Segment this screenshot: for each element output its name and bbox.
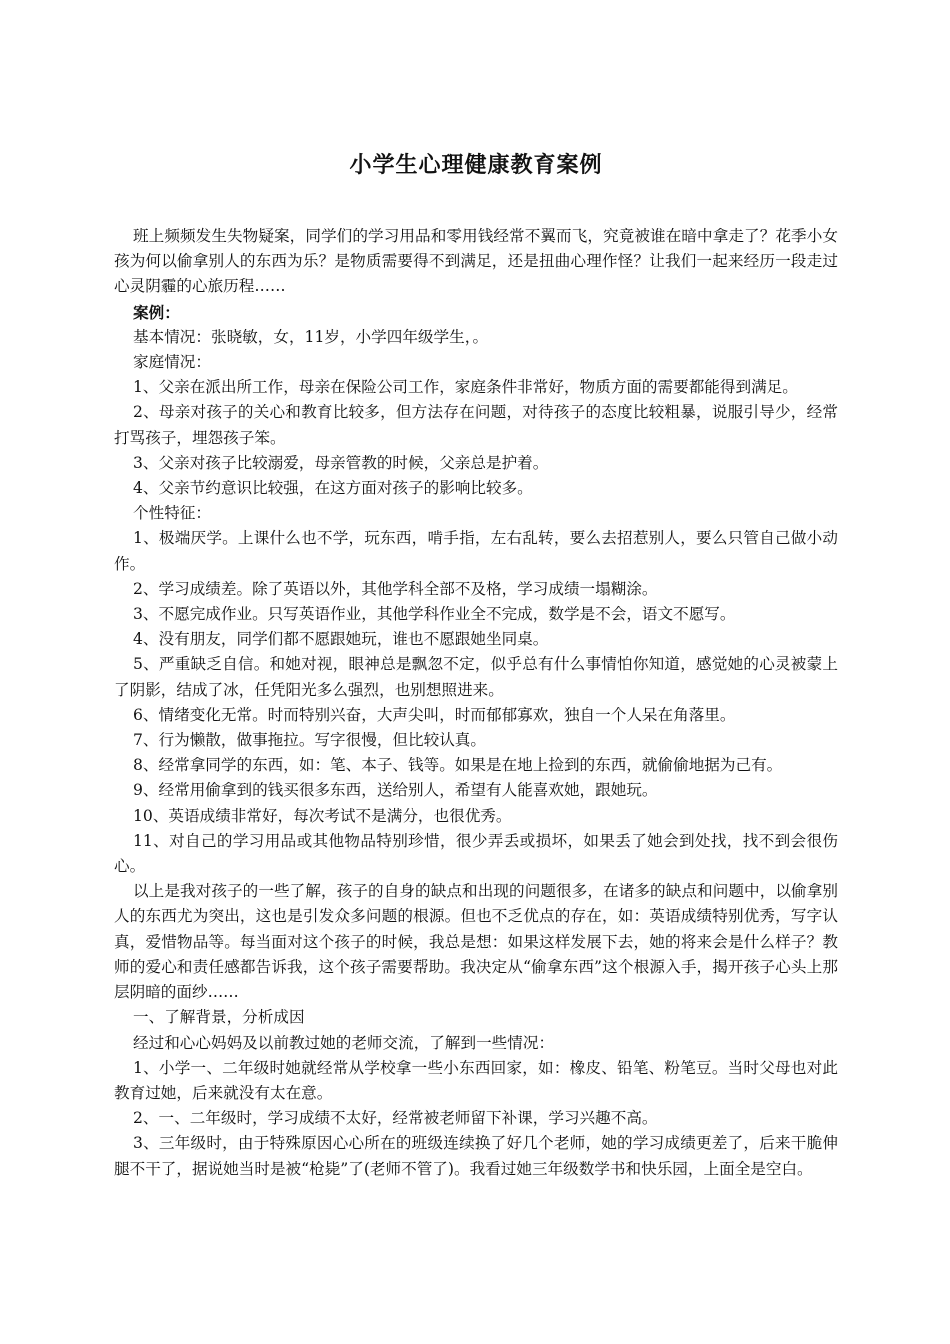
paragraph: 2、一、二年级时，学习成绩不太好，经常被老师留下补课，学习兴趣不高。 (133, 1109, 658, 1128)
paragraph: 个性特征： (133, 504, 211, 523)
paragraph: 1、小学一、二年级时她就经常从学校拿一些小东西回家，如：橡皮、铅笔、粉笔豆。当时父母也对此教育过她，后来就没有太在意。 (114, 1058, 838, 1102)
paragraph: 8、经常拿同学的东西，如：笔、本子、钱等。如果是在地上捡到的东西，就偷偷地据为己有。 (133, 756, 783, 775)
paragraph: 4、没有朋友，同学们都不愿跟她玩，谁也不愿跟她坐同桌。 (133, 630, 549, 649)
paragraph: 3、不愿完成作业。只写英语作业，其他学科作业全不完成，数学是不会，语文不愿写。 (133, 605, 736, 624)
document-body (114, 224, 838, 1182)
paragraph: 一、了解背景，分析成因 (133, 1008, 305, 1027)
paragraph: 1、极端厌学。上课什么也不学，玩东西，啃手指，左右乱转，要么去招惹别人，要么只管自己做小动作。 (114, 529, 838, 573)
paragraph: 基本情况：张晓敏，女，11岁，小学四年级学生，。 (133, 327, 489, 346)
paragraph: 3、父亲对孩子比较溺爱，母亲管教的时候，父亲总是护着。 (133, 453, 549, 472)
paragraph: 3、三年级时，由于特殊原因心心所在的班级连续换了好几个老师，她的学习成绩更差了，后来干脆伸腿不干了，据说她当时是被“枪毙”了(老师不管了)。我看过她三年级数学书和快乐园，上面全是空白。 (114, 1134, 838, 1178)
paragraph: 4、父亲节约意识比较强，在这方面对孩子的影响比较多。 (133, 479, 533, 498)
paragraph: 班上频频发生失物疑案，同学们的学习用品和零用钱经常不翼而飞，究竟被谁在暗中拿走了？花季小女孩为何以偷拿别人的东西为乐？是物质需要得不到满足，还是扭曲心理作怪？让我们一起来经历一段走过心灵阴霾的心旅历程…… (114, 227, 838, 296)
paragraph: 以上是我对孩子的一些了解，孩子的自身的缺点和出现的问题很多，在诸多的缺点和问题中，以偷拿别人的东西尤为突出，这也是引发众多问题的根源。但也不乏优点的存在，如：英语成绩特别优秀，写字认真，爱惜物品等。每当面对这个孩子的时候，我总是想：如果这样发展下去，她的将来会是什么样子？教师的爱心和责任感都告诉我，这个孩子需要帮助。我决定从“偷拿东西”这个根源入手，揭开孩子心头上那层阴暗的面纱…… (114, 882, 838, 1002)
paragraph: 11、对自己的学习用品或其他物品特别珍惜，很少弄丢或损坏，如果丢了她会到处找，找不到会很伤心。 (114, 831, 838, 876)
section-heading: 案例： (133, 302, 180, 322)
paragraph: 10、英语成绩非常好，每次考试不是满分，也很优秀。 (133, 806, 512, 825)
paragraph: 1、父亲在派出所工作，母亲在保险公司工作，家庭条件非常好，物质方面的需要都能得到满足。 (133, 378, 798, 397)
document-title: 小学生心理健康教育案例 (349, 153, 603, 178)
document-page (114, 152, 838, 1182)
paragraph: 2、学习成绩差。除了英语以外，其他学科全部不及格，学习成绩一塌糊涂。 (133, 579, 658, 598)
paragraph: 经过和心心妈妈及以前教过她的老师交流，了解到一些情况： (133, 1033, 555, 1052)
paragraph: 家庭情况： (133, 353, 211, 372)
paragraph: 5、严重缺乏自信。和她对视，眼神总是飘忽不定，似乎总有什么事情怕你知道，感觉她的心灵被蒙上了阴影，结成了冰，任凭阳光多么强烈，也别想照进来。 (114, 655, 838, 699)
paragraph: 6、情绪变化无常。时而特别兴奋，大声尖叫，时而郁郁寡欢，独自一个人呆在角落里。 (133, 705, 736, 724)
paragraph: 2、母亲对孩子的关心和教育比较多，但方法存在问题，对待孩子的态度比较粗暴，说服引导少，经常打骂孩子，埋怨孩子笨。 (114, 403, 838, 447)
paragraph: 7、行为懒散，做事拖拉。写字很慢，但比较认真。 (133, 731, 486, 750)
paragraph: 9、经常用偷拿到的钱买很多东西，送给别人，希望有人能喜欢她，跟她玩。 (133, 781, 658, 800)
